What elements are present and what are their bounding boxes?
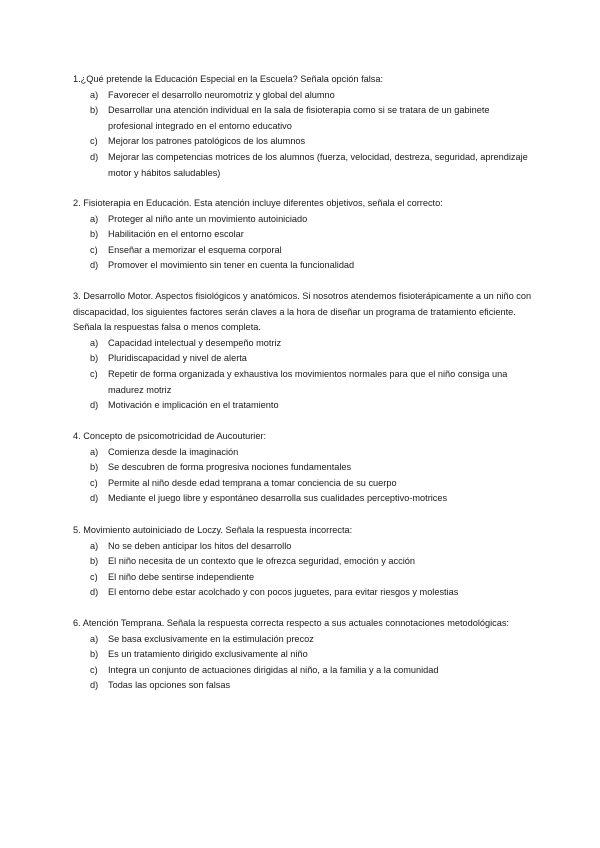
option-letter: b) [90,556,99,567]
question-text: 5. Movimiento autoiniciado de Loczy. Señala la respuesta incorrecta: [73,525,353,535]
option-text: Repetir de forma organizada y exhaustiva los movimientos normales para que el niño consiga una madurez motriz [108,368,508,395]
question-3 [73,289,533,414]
question-4 [73,429,533,507]
option-a [73,445,533,461]
option-list [73,539,533,601]
option-d [73,398,533,414]
option-letter: d) [90,493,99,504]
option-c [73,367,533,398]
option-letter: b) [90,353,99,364]
option-text: El niño necesita de un contexto que le ofrezca seguridad, emoción y acción [108,556,415,567]
option-text: Proteger al niño ante un movimiento autoiniciado [108,213,308,224]
option-b [73,460,533,476]
option-letter: d) [90,587,99,598]
option-letter: a) [90,446,99,457]
option-list [73,88,533,182]
option-c [73,570,533,586]
option-letter: c) [90,571,98,582]
option-b [73,103,533,134]
option-letter: a) [90,213,99,224]
option-text: Se basa exclusivamente en la estimulación precoz [108,633,314,644]
option-text: Favorecer el desarrollo neuromotriz y global del alumno [108,89,335,100]
option-text: Habilitación en el entorno escolar [108,229,244,240]
option-text: Comienza desde la imaginación [108,446,239,457]
option-letter: b) [90,105,99,116]
question-1 [73,72,533,181]
option-list [73,632,533,694]
option-b [73,227,533,243]
option-text: Se descubren de forma progresiva nociones fundamentales [108,462,352,473]
question-text: 4. Concepto de psicomotricidad de Aucouturier: [73,431,267,441]
question-text: 3. Desarrollo Motor. Aspectos fisiológicos y anatómicos. Si nosotros atendemos fisioterápicamente a un niño con discapacidad, los siguientes factores serán claves a la hora de diseñar un programa de tratamiento eficiente. Señala la respuestas falsa o menos completa. [73,291,532,333]
question-text: 2. Fisioterapia en Educación. Esta atención incluye diferentes objetivos, señala el correcto: [73,198,443,208]
option-letter: a) [90,337,99,348]
option-text: Mejorar los patrones patológicos de los alumnos [108,136,306,147]
option-text: Promover el movimiento sin tener en cuenta la funcionalidad [108,260,355,271]
option-b [73,554,533,570]
question-6 [73,616,533,694]
option-a [73,539,533,555]
option-text: Mejorar las competencias motrices de los alumnos (fuerza, velocidad, destreza, seguridad, aprendizaje motor y hábitos saludables) [108,151,528,178]
option-letter: c) [90,477,98,488]
option-list [73,212,533,274]
option-letter: a) [90,89,99,100]
option-d [73,150,533,181]
option-letter: d) [90,260,99,271]
option-letter: c) [90,664,98,675]
option-text: Mediante el juego libre y espontáneo desarrolla sus cualidades perceptivo-motrices [108,493,448,504]
option-text: No se deben anticipar los hitos del desarrollo [108,540,292,551]
question-text: 6. Atención Temprana. Señala la respuesta correcta respecto a sus actuales connotaciones metodológicas: [73,618,509,628]
option-text: Integra un conjunto de actuaciones dirigidas al niño, a la familia y a la comunidad [108,664,439,675]
option-text: Permite al niño desde edad temprana a tomar conciencia de su cuerpo [108,477,397,488]
question-text: 1.¿Qué pretende la Educación Especial en la Escuela? Señala opción falsa: [73,74,384,84]
option-a [73,212,533,228]
option-letter: b) [90,229,99,240]
option-d [73,585,533,601]
option-a [73,88,533,104]
option-text: Capacidad intelectual y desempeño motriz [108,337,282,348]
option-text: Pluridiscapacidad y nivel de alerta [108,353,247,364]
option-d [73,258,533,274]
option-d [73,678,533,694]
option-letter: c) [90,136,98,147]
option-c [73,663,533,679]
option-c [73,243,533,259]
option-text: El entorno debe estar acolchado y con pocos juguetes, para evitar riesgos y molestias [108,587,459,598]
option-a [73,632,533,648]
option-c [73,134,533,150]
option-letter: d) [90,151,99,162]
option-letter: c) [90,244,98,255]
option-letter: c) [90,368,98,379]
option-list [73,336,533,414]
option-letter: b) [90,649,99,660]
option-d [73,491,533,507]
question-5 [73,523,533,601]
option-letter: a) [90,540,99,551]
option-text: Enseñar a memorizar el esquema corporal [108,244,282,255]
option-text: Todas las opciones son falsas [108,680,231,691]
option-text: Motivación e implicación en el tratamiento [108,400,279,411]
option-a [73,336,533,352]
option-letter: a) [90,633,99,644]
option-c [73,476,533,492]
option-letter: b) [90,462,99,473]
option-b [73,351,533,367]
option-list [73,445,533,507]
option-text: Desarrollar una atención individual en la sala de fisioterapia como si se tratara de un gabinete profesional integrado en el entorno educativo [108,105,490,131]
question-2 [73,196,533,274]
option-text: Es un tratamiento dirigido exclusivamente al niño [108,649,308,660]
option-text: El niño debe sentirse independiente [108,571,255,582]
option-b [73,647,533,663]
option-letter: d) [90,400,99,411]
option-letter: d) [90,680,99,691]
